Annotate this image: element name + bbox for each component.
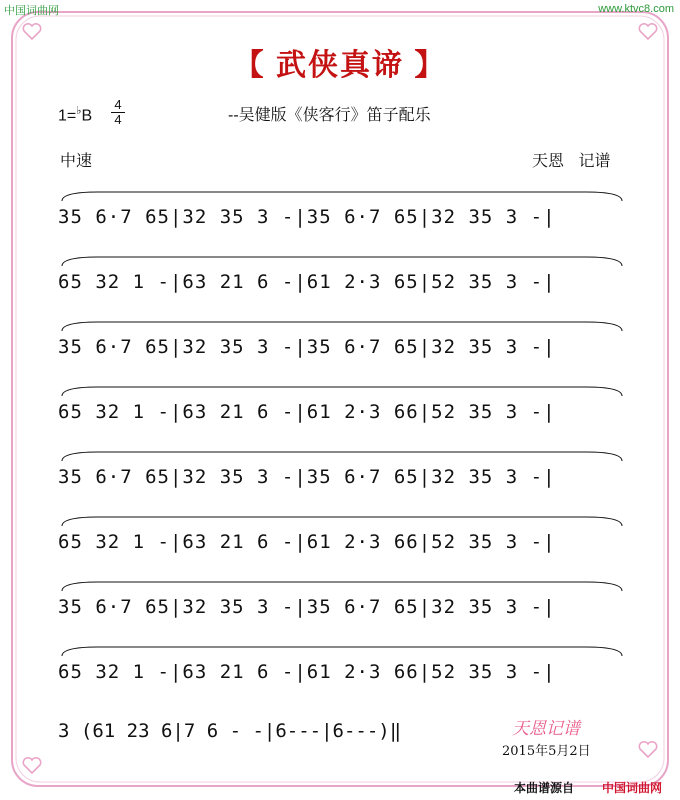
slur-line xyxy=(58,643,626,657)
slur-line xyxy=(58,318,626,332)
subtitle: --吴健版《侠客行》笛子配乐 xyxy=(228,107,431,124)
meter-top: 4 xyxy=(114,97,122,112)
score-row: 35 6·7 65|32 35 3 -|35 6·7 65|32 35 3 -| xyxy=(58,206,556,228)
heart-icon xyxy=(638,22,658,42)
source-site: 中国词曲网 xyxy=(602,781,663,795)
slur-line xyxy=(58,578,626,592)
heart-icon xyxy=(638,740,658,760)
key-note: B xyxy=(81,107,93,125)
transcriber-stamp: 天恩记谱 xyxy=(512,719,580,739)
score-row: 65 32 1 -|63 21 6 -|61 2·3 66|52 35 3 -| xyxy=(58,661,556,683)
source-label: 本曲谱源自 xyxy=(514,781,575,795)
watermark-right: www.ktvc8.com xyxy=(598,3,674,15)
score-row: 65 32 1 -|63 21 6 -|61 2·3 65|52 35 3 -| xyxy=(58,271,556,293)
heart-icon xyxy=(22,22,42,42)
score-final-row: 3 (61 23 6|7 6 - -|6---|6---)‖ xyxy=(58,720,402,742)
slur-line xyxy=(58,383,626,397)
score-row: 35 6·7 65|32 35 3 -|35 6·7 65|32 35 3 -| xyxy=(58,336,556,358)
score-row: 65 32 1 -|63 21 6 -|61 2·3 66|52 35 3 -| xyxy=(58,401,556,423)
meter-bottom: 4 xyxy=(111,112,125,127)
slur-line xyxy=(58,253,626,267)
score-row: 35 6·7 65|32 35 3 -|35 6·7 65|32 35 3 -| xyxy=(58,596,556,618)
slur-line xyxy=(58,448,626,462)
score-row: 65 32 1 -|63 21 6 -|61 2·3 66|52 35 3 -| xyxy=(58,531,556,553)
key-flat: ♭ xyxy=(76,105,82,117)
tempo-marking: 中速 xyxy=(60,153,93,170)
key-signature xyxy=(58,104,92,125)
watermark-left: 中国词曲网 xyxy=(4,5,59,17)
transcriber: 天恩 记谱 xyxy=(532,153,611,170)
slur-line xyxy=(58,188,626,202)
time-signature xyxy=(111,98,125,127)
heart-icon xyxy=(22,756,42,776)
date: 2015年5月2日 xyxy=(502,744,591,759)
score-row: 35 6·7 65|32 35 3 -|35 6·7 65|32 35 3 -| xyxy=(58,466,556,488)
song-title: 【 武侠真谛 】 xyxy=(233,49,447,82)
slur-line xyxy=(58,513,626,527)
key-prefix: 1= xyxy=(58,107,77,125)
